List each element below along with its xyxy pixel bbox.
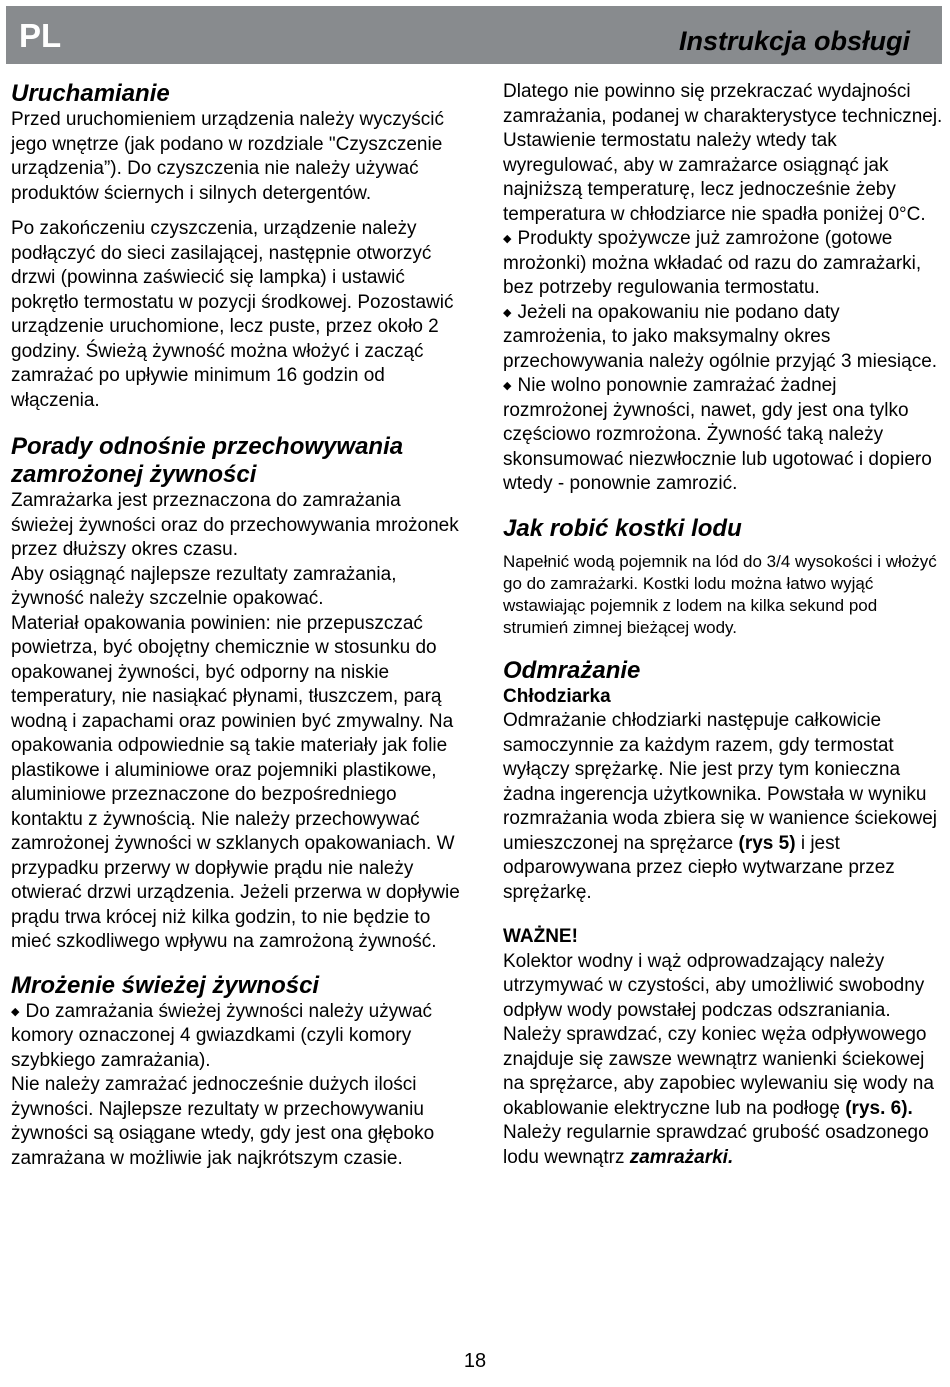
paragraph: Kolektor wodny i wąż odprowadzający należy utrzymywać w czystości, aby umożliwić swobodny odpływ wody powstałej podczas odszraniania. Należy sprawdzać, czy koniec węża odpływowego znajduje się zawsze wewnątrz wanienki ściekowej na sprężarce, aby zapobiec wylewaniu się wody na okablowanie elektryczne lub na podłogę (rys. 6). Należy regularnie sprawdzać grubość osadzonego lodu wewnątrz zamrażarki. — [503, 950, 934, 1168]
emphasis: zamrażarki. — [629, 1146, 734, 1168]
section-heading-fresh-freezing: Mrożenie świeżej żywności — [11, 971, 320, 999]
diamond-bullet-icon: ◆ — [503, 306, 512, 319]
bullet-item: ◆ Nie wolno ponownie zamrażać żadnej rozmrożonej żywności, nawet, gdy jest ona tylko częściowo rozmrożona. Żywność taką należy skonsumować niezwłocznie lub ugotować i dopiero wtedy - ponownie zamrozić. — [503, 375, 932, 494]
paragraph: Nie należy zamrażać jednocześnie dużych ilości żywności. Najlepsze rezultaty w przechowywaniu żywności są osiągane wtedy, gdy jest ona głęboko zamrażana w możliwie jak najkrótszym czasie. — [11, 1074, 435, 1169]
section-heading-storage-tips: Porady odnośnie przechowywania zamrożonej żywności — [11, 433, 404, 488]
left-column — [11, 80, 466, 1171]
paragraph: Przed uruchomieniem urządzenia należy wyczyścić jego wnętrze (jak podano w rozdziale "Czyszczenie urządzenia”). Do czyszczenia nie należy używać produktów ściernych i silnych detergentów. — [11, 109, 444, 204]
paragraph: Aby osiągnąć najlepsze rezultaty zamrażania, żywność należy szczelnie opakować. — [11, 563, 397, 609]
paragraph: Dlatego nie powinno się przekraczać wydajności zamrażania, podanej w charakterystyce technicznej. Ustawienie termostatu należy wtedy tak wyregulować, aby w zamrażarce osiągnąć jak najniższą temperaturę, lecz jednocześnie żeby temperatura w chłodziarce nie spadła poniżej 0°C. — [503, 81, 943, 225]
diamond-bullet-icon: ◆ — [503, 233, 512, 245]
diamond-bullet-icon: ◆ — [503, 380, 512, 392]
bullet-item: ◆ Do zamrażania świeżej żywności należy używać komory oznaczonej 4 gwiazdkami (czyli komory szybkiego zamrażania). — [11, 1000, 433, 1071]
right-column — [503, 80, 943, 1170]
paragraph: Napełnić wodą pojemnik na lód do 3/4 wysokości i włożyć go do zamrażarki. Kostki lodu można łatwo wyjąć wstawiając pojemnik z lodem na kilka sekund pod strumień zimnej bieżącej wody. — [503, 551, 937, 637]
paragraph: Odmrażanie chłodziarki następuje całkowicie samoczynnie za każdym razem, gdy termostat wyłączy sprężarkę. Nie jest przy tym konieczna żadna ingerencja użytkownika. Powstała w wyniku rozmrażania woda zbiera się w wanience ściekowej umieszczonej na sprężarce (rys 5) i jest odparowywana przez ciepło wytwarzane przez sprężarkę. — [503, 710, 938, 903]
paragraph: Zamrażarka jest przeznaczona do zamrażania świeżej żywności oraz do przechowywania mrożonek przez dłuższy okres czasu. — [11, 490, 459, 560]
subheading-refrigerator: Chłodziarka — [503, 685, 611, 707]
section-heading-startup: Uruchamianie — [11, 80, 170, 107]
header-title: Instrukcja obsługi — [678, 26, 910, 56]
language-code: PL — [19, 17, 62, 54]
section-heading-defrosting: Odmrażanie — [503, 656, 641, 684]
section-heading-ice-cubes: Jak robić kostki lodu — [503, 514, 742, 542]
figure-reference: (rys 5) — [738, 832, 796, 854]
page-header-bar — [6, 6, 942, 64]
diamond-bullet-icon: ◆ — [11, 1005, 20, 1018]
bullet-item: ◆ Jeżeli na opakowaniu nie podano daty zamrożenia, to jako maksymalny okres przechowywania należy ogólnie przyjąć 3 miesiące. — [503, 301, 938, 372]
warning-heading: WAŻNE! — [503, 926, 578, 947]
page-number: 18 — [463, 1350, 487, 1372]
bullet-item: ◆ Produkty spożywcze już zamrożone (gotowe mrożonki) można wkładać od razu do zamrażarki, bez potrzeby regulowania termostatu. — [503, 228, 922, 298]
paragraph: Po zakończeniu czyszczenia, urządzenie należy podłączyć do sieci zasilającej, następnie otworzyć drzwi (powinna zaświecić się lampka) i ustawić pokrętło termostatu w pozycji środkowej. Pozostawić urządzenie uruchomione, lecz puste, przez około 2 godziny. Świeżą żywność można włożyć i zacząć zamrażać po upływie minimum 16 godzin od włączenia. — [11, 218, 454, 411]
figure-reference: (rys. 6). — [845, 1097, 913, 1119]
paragraph: Materiał opakowania powinien: nie przepuszczać powietrza, być obojętny chemicznie w stosunku do opakowanej żywności, być odporny na niskie temperatury, nie nasiąkać płynami, tłuszczem, parą wodną i zapachami oraz powinien być zmywalny. Na opakowania odpowiednie są takie materiały jak folie plastikowe i aluminiowe oraz pojemniki plastikowe, aluminiowe przeznaczone do bezpośredniego kontaktu z żywnością. Nie należy przechowywać zamrożonej żywności w szklanych opakowaniach. W przypadku przerwy w dopływie prądu nie należy otwierać drzwi urządzenia. Jeżeli przerwa w dopływie prądu trwa krócej niż kilka godzin, to nie będzie to mieć szkodliwego wpływu na zamrożoną żywność. — [11, 612, 460, 952]
